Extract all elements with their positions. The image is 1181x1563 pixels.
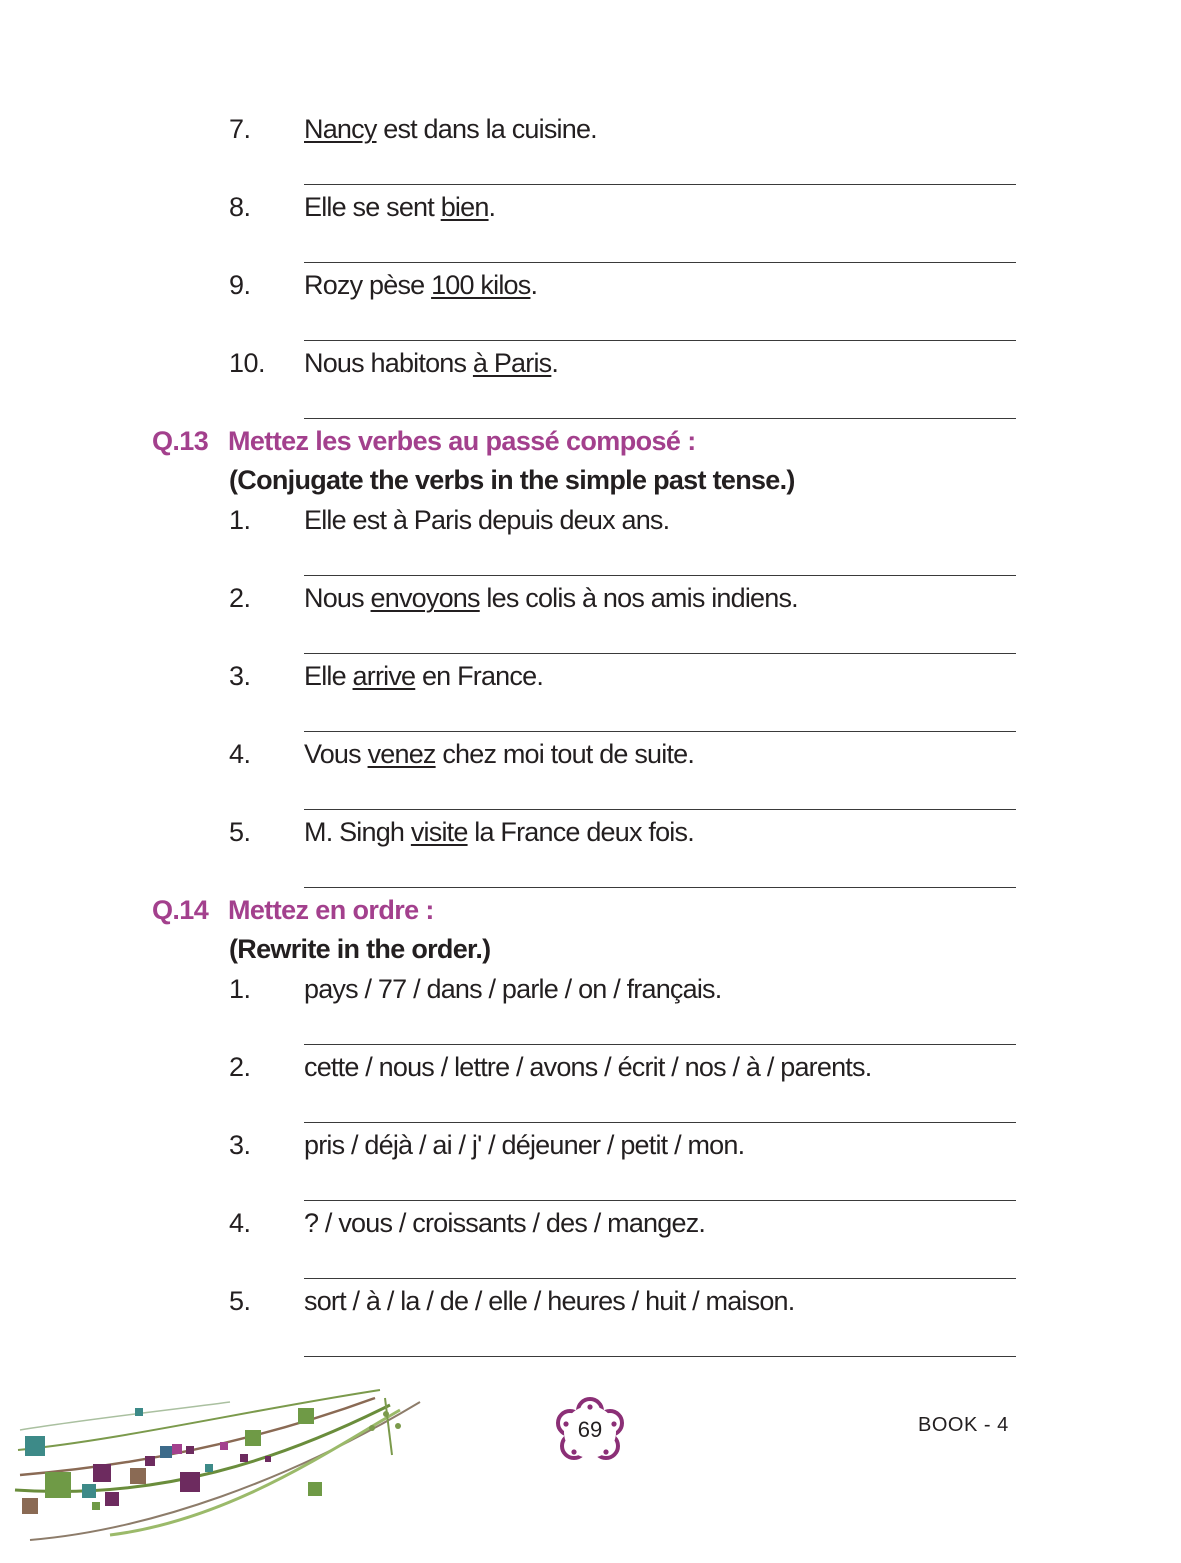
sentence-part: est dans la cuisine.	[376, 114, 597, 144]
item-number: 5.	[229, 1286, 251, 1316]
sentence-part: .	[551, 348, 559, 378]
answer-line[interactable]	[304, 653, 1016, 654]
list-item	[0, 1206, 1181, 1246]
question-number: Q.14	[152, 895, 209, 925]
item-number: 1.	[229, 505, 251, 535]
item-number: 8.	[229, 192, 251, 222]
item-number: 1.	[229, 974, 251, 1004]
list-item	[0, 268, 1181, 308]
answer-line[interactable]	[304, 1278, 1016, 1279]
underlined-word: 100 kilos	[431, 270, 531, 300]
sentence-part: M. Singh	[304, 817, 411, 847]
list-item	[0, 503, 1181, 543]
underlined-word: arrive	[352, 661, 416, 691]
list-item	[0, 815, 1181, 855]
underlined-word: Nancy	[304, 114, 377, 144]
underlined-word: venez	[367, 739, 436, 769]
answer-line[interactable]	[304, 1356, 1016, 1357]
sentence-part: Elle est à Paris depuis deux ans.	[304, 505, 670, 535]
list-item	[0, 112, 1181, 152]
question-heading	[152, 426, 696, 457]
answer-line[interactable]	[304, 184, 1016, 185]
question-subtitle: (Rewrite in the order.)	[229, 934, 491, 964]
underlined-word: à Paris	[472, 348, 552, 378]
item-sentence	[304, 503, 669, 537]
answer-line[interactable]	[304, 1200, 1016, 1201]
item-sentence	[304, 737, 694, 771]
question-subtitle: (Conjugate the verbs in the simple past tense.)	[229, 465, 795, 495]
item-number: 3.	[229, 1130, 251, 1160]
list-item	[0, 1284, 1181, 1324]
item-sentence: cette / nous / lettre / avons / écrit / nos / à / parents.	[304, 1052, 872, 1082]
question-title: Mettez en ordre :	[228, 895, 434, 925]
item-sentence: sort / à / la / de / elle / heures / huit / maison.	[304, 1286, 795, 1316]
item-sentence	[304, 659, 543, 693]
list-item	[0, 581, 1181, 621]
item-sentence	[304, 190, 495, 224]
question-title: Mettez les verbes au passé composé :	[228, 426, 696, 456]
decorative-swirl-graphic	[0, 1380, 430, 1555]
item-sentence: pris / déjà / ai / j' / déjeuner / petit / mon.	[304, 1130, 745, 1160]
item-sentence	[304, 112, 597, 146]
list-item	[0, 972, 1181, 1012]
item-number: 3.	[229, 661, 251, 691]
list-item	[0, 1128, 1181, 1168]
sentence-part: Nous habitons	[304, 348, 473, 378]
answer-line[interactable]	[304, 887, 1016, 888]
answer-line[interactable]	[304, 1044, 1016, 1045]
answer-line[interactable]	[304, 1122, 1016, 1123]
item-sentence	[304, 581, 798, 615]
answer-line[interactable]	[304, 340, 1016, 341]
item-number: 10.	[229, 348, 266, 378]
sentence-part: .	[488, 192, 496, 222]
sentence-part: chez moi tout de suite.	[435, 739, 695, 769]
answer-line[interactable]	[304, 575, 1016, 576]
item-number: 9.	[229, 270, 251, 300]
list-item	[0, 190, 1181, 230]
sentence-part: Elle	[304, 661, 353, 691]
underlined-word: envoyons	[370, 583, 480, 613]
answer-line[interactable]	[304, 809, 1016, 810]
sentence-part: la France deux fois.	[467, 817, 694, 847]
sentence-part: Elle se sent	[304, 192, 441, 222]
sentence-part: en France.	[415, 661, 544, 691]
item-sentence	[304, 815, 694, 849]
answer-line[interactable]	[304, 262, 1016, 263]
item-number: 2.	[229, 583, 251, 613]
list-item	[0, 1050, 1181, 1090]
sentence-part: .	[530, 270, 538, 300]
answer-line[interactable]	[304, 731, 1016, 732]
item-number: 7.	[229, 114, 251, 144]
sentence-part: les colis à nos amis indiens.	[479, 583, 798, 613]
sentence-part: Nous	[304, 583, 371, 613]
question-number: Q.13	[152, 426, 209, 456]
question-heading	[152, 895, 434, 926]
item-sentence	[304, 268, 537, 302]
item-number: 4.	[229, 739, 251, 769]
item-sentence: pays / 77 / dans / parle / on / français.	[304, 974, 722, 1004]
answer-line[interactable]	[304, 418, 1016, 419]
item-sentence: ? / vous / croissants / des / mangez.	[304, 1208, 706, 1238]
item-number: 2.	[229, 1052, 251, 1082]
sentence-part: Rozy pèse	[304, 270, 432, 300]
sentence-part: Vous	[304, 739, 368, 769]
list-item	[0, 659, 1181, 699]
list-item	[0, 737, 1181, 777]
underlined-word: visite	[410, 817, 468, 847]
list-item	[0, 346, 1181, 386]
book-label: BOOK - 4	[918, 1414, 1009, 1436]
page-number: 69	[577, 1417, 603, 1442]
item-number: 5.	[229, 817, 251, 847]
item-number: 4.	[229, 1208, 251, 1238]
underlined-word: bien	[440, 192, 489, 222]
item-sentence	[304, 346, 558, 380]
